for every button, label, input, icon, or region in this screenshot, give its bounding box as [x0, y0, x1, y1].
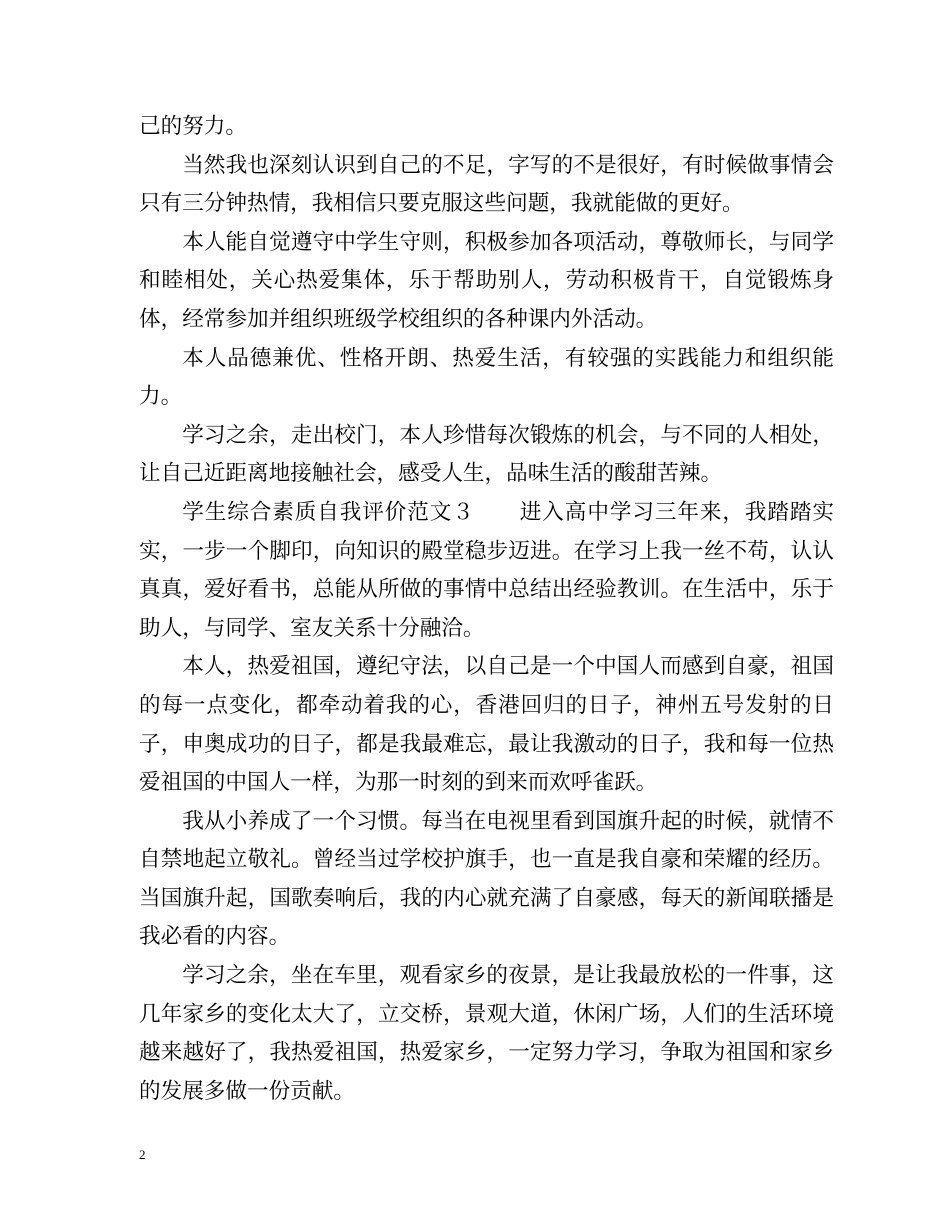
document-body [139, 108, 834, 1111]
paragraph-3: 本人能自觉遵守中学生守则，积极参加各项活动，尊敬师长，与同学和睦相处，关心热爱集体，乐于帮助别人，劳动积极肯干，自觉锻炼身体，经常参加并组织班级学校组织的各种课内外活动。 [139, 229, 834, 332]
paragraph-4: 本人品德兼优、性格开朗、热爱生活，有较强的实践能力和组织能力。 [139, 345, 834, 410]
paragraph-2: 当然我也深刻认识到自己的不足，字写的不是很好，有时候做事情会只有三分钟热情，我相信只要克服这些问题，我就能做的更好。 [139, 152, 834, 217]
page-number: 2 [139, 1147, 146, 1162]
paragraph-5: 学习之余，走出校门，本人珍惜每次锻炼的机会，与不同的人相处，让自己近距离地接触社会，感受人生，品味生活的酸甜苦辣。 [139, 422, 834, 487]
paragraph-9: 学习之余，坐在车里，观看家乡的夜景，是让我最放松的一件事，这几年家乡的变化太大了，立交桥，景观大道，休闲广场，人们的生活环境越来越好了，我热爱祖国，热爱家乡，一定努力学习，争取为祖国和家乡的发展多做一份贡献。 [139, 963, 834, 1104]
paragraph-6: 学生综合素质自我评价范文３ 进入高中学习三年来，我踏踏实实，一步一个脚印，向知识的殿堂稳步迈进。在学习上我一丝不苟，认认真真，爱好看书，总能从所做的事情中总结出经验教训。在生活中，乐于助人，与同学、室友关系十分融洽。 [139, 499, 834, 641]
paragraph-8: 我从小养成了一个习惯。每当在电视里看到国旗升起的时候，就情不自禁地起立敬礼。曾经当过学校护旗手，也一直是我自豪和荣耀的经历。当国旗升起，国歌奏响后，我的内心就充满了自豪感，每天的新闻联播是我必看的内容。 [139, 808, 834, 950]
paragraph-7: 本人，热爱祖国，遵纪守法，以自己是一个中国人而感到自豪，祖国的每一点变化，都牵动着我的心，香港回归的日子，神州五号发射的日子，申奥成功的日子，都是我最难忘，最让我激动的日子，我和每一位热爱祖国的中国人一样，为那一时刻的到来而欢呼雀跃。 [139, 654, 834, 796]
paragraph-1: 己的努力。 [139, 114, 247, 139]
